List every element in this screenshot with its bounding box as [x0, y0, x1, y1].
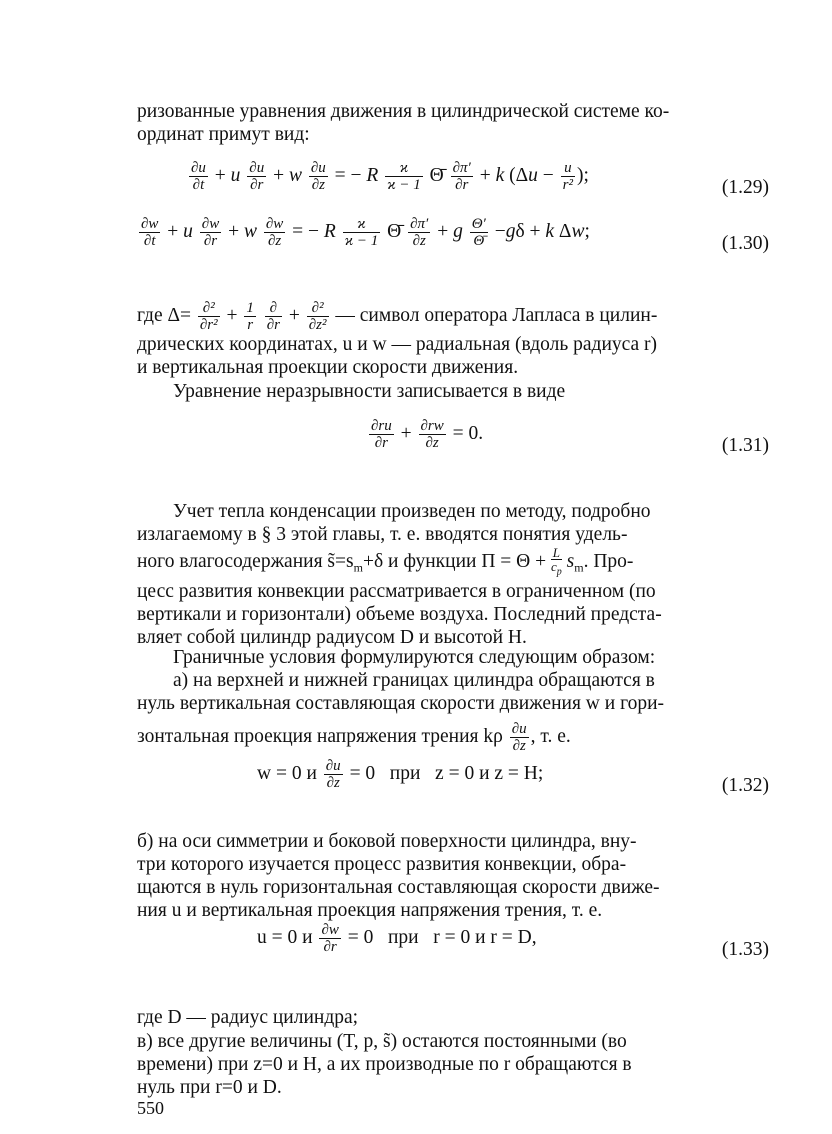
equation-1-32: [137, 758, 769, 814]
equation-1-29-number: (1.29): [721, 177, 769, 198]
equation-1-31: [137, 418, 769, 474]
boundary-paragraph: [137, 646, 769, 754]
equation-1-32-right: = 0 при z = 0 и z = H;: [349, 762, 544, 784]
equation-1-33: [137, 922, 769, 978]
equation-1-32-number: (1.32): [721, 775, 769, 796]
intro-paragraph: [137, 100, 769, 146]
laplace-line-1-rest: — символ оператора Лапласа в цилин-: [335, 304, 658, 326]
condition-a-line-1: а) на верхней и нижней границах цилиндра обращаются в: [173, 670, 655, 691]
equation-1-30-number: (1.30): [721, 233, 769, 254]
condensation-line-6: вляет собой цилиндр радиусом D и высотой H.: [137, 626, 527, 648]
condition-a-line-3: [137, 721, 769, 754]
laplace-where: где Δ=: [137, 304, 192, 326]
laplace-term-1: $\frac{\text{∂²}}{\text{∂r²}}$: [199, 300, 218, 333]
condition-b-line-1: б) на оси симметрии и боковой поверхности цилиндра, вну-: [137, 831, 637, 852]
condensation-line-3a: ного влагосодержания s̃=s: [137, 550, 354, 572]
radius-note-text: где D — радиус цилиндра;: [137, 1007, 359, 1028]
condition-c-paragraph: [137, 1030, 769, 1099]
condition-b-line-4: ния u и вертикальная проекция напряжения трения, т. е.: [137, 900, 603, 921]
boundary-intro: Граничные условия формулируются следующим образом:: [173, 647, 656, 668]
equation-1-33-left: u = 0 и: [257, 926, 313, 948]
laplace-term-3: $\frac{\partial}{\partial r}$: [266, 300, 281, 333]
du-dz-fraction: $\frac{\partial u}{\partial z}$: [511, 721, 527, 754]
condensation-paragraph: [137, 500, 769, 649]
laplace-line-3: и вертикальная проекции скорости движения.: [137, 357, 519, 378]
condensation-line-2: излагаемому в § 3 этой главы, т. е. вводятся понятия удель-: [137, 524, 628, 545]
condensation-line-4: цесс развития конвекции рассматривается в ограниченном (по: [137, 580, 656, 602]
equation-1-32-left: w = 0 и: [257, 762, 317, 784]
equation-1-31-number: (1.31): [721, 435, 769, 456]
page-number: 550: [137, 1098, 164, 1118]
condensation-line-5: вертикали и горизонтали) объеме воздуха. Последний предста-: [137, 603, 662, 625]
equation-1-29-body: $\frac{\partial u}{\partial t}$ + u $\frac{\partial u}{\partial r}$ + w $\frac{\partial u}{\partial z}$ = − R $\frac{ϰ}{ϰ - 1}$ Θ̄ $\frac{\partial\pi'}{\partial r}$ + k (Δu − $\frac{u}{\text{r²}}$ );: [191, 160, 589, 193]
condition-a-line-3-end: , т. е.: [530, 725, 571, 747]
equation-1-33-right: = 0 при r = 0 и r = D,: [347, 926, 537, 948]
intro-line-2: ординат примут вид:: [137, 124, 310, 145]
condition-b-paragraph: [137, 830, 769, 922]
continuity-paragraph: [137, 380, 769, 403]
laplace-term-4: $\frac{\text{∂²}}{\text{∂z²}}$: [308, 300, 327, 333]
condensation-line-3b: +δ и функции Π = Θ +: [362, 550, 547, 572]
equation-1-30: [137, 216, 769, 272]
condition-a-line-2: нуль вертикальная составляющая скорости движения w и гори-: [137, 693, 665, 714]
condensation-line-3c: . Про-: [583, 550, 634, 572]
equation-1-33-number: (1.33): [721, 939, 769, 960]
laplace-line-2: дрических координатах, u и w — радиальная (вдоль радиуса r): [137, 334, 658, 355]
condition-c-line-3: нуль при r=0 и D.: [137, 1077, 282, 1098]
equation-1-32-body: w = 0 и $\frac{\partial u}{\partial z}$ = 0 при z = 0 и z = H;: [257, 758, 544, 791]
condition-a-line-3-text: зонтальная проекция напряжения трения kρ: [137, 725, 503, 747]
condition-c-line-1: в) все другие величины (T, p, s̃) остаются постоянными (во: [137, 1031, 627, 1052]
radius-note: [137, 1006, 769, 1029]
equation-1-30-body: $\frac{\partial w}{\partial t}$ + u $\frac{\partial w}{\partial r}$ + w $\frac{\partial w}{\partial z}$ = − R $\frac{ϰ}{ϰ - 1}$ Θ̄ $\frac{\partial\pi'}{\partial z}$ + g $\frac{\Theta'}{\Thetā}$ −gδ + k Δw;: [141, 216, 590, 249]
equation-1-31-body: $\frac{\partial ru}{\partial r}$ + $\frac{\partial rw}{\partial z}$ = 0.: [371, 418, 484, 451]
condition-b-line-3: щаются в нуль горизонтальная составляющая скорости движе-: [137, 877, 660, 898]
l-over-cp-fraction: $\frac{L}{c_p}$: [550, 545, 562, 578]
condition-b-line-2: три которого изучается процесс развития конвекции, обра-: [137, 854, 627, 875]
condensation-line-3: ного влагосодержания $s̃=s_m+\delta$ и функции Π = Θ + $\frac{L}{c_p}$ $s_m$. Про-: [137, 545, 634, 578]
condition-c-line-2: времени) при z=0 и H, а их производные по r обращаются в: [137, 1054, 632, 1075]
laplace-paragraph: [137, 300, 769, 379]
equation-1-33-body: u = 0 и $\frac{\partial w}{\partial r}$ = 0 при r = 0 и r = D,: [257, 922, 537, 955]
continuity-text: Уравнение неразрывности записывается в виде: [173, 381, 566, 402]
condensation-line-1: Учет тепла конденсации произведен по методу, подробно: [173, 501, 651, 522]
intro-line-1: ризованные уравнения движения в цилиндрической системе ко-: [137, 101, 670, 122]
equation-1-29: [137, 160, 769, 216]
laplace-term-2: $\frac{1}{r}$: [246, 300, 254, 333]
laplace-line-1: где Δ= $\frac{\text{∂²}}{\text{∂r²}}$ + $\frac{1}{r}$ $\frac{\partial}{\partial r}$ + $\frac{\text{∂²}}{\text{∂z²}}$ — символ оператора Лапласа в цилин-: [137, 300, 658, 333]
